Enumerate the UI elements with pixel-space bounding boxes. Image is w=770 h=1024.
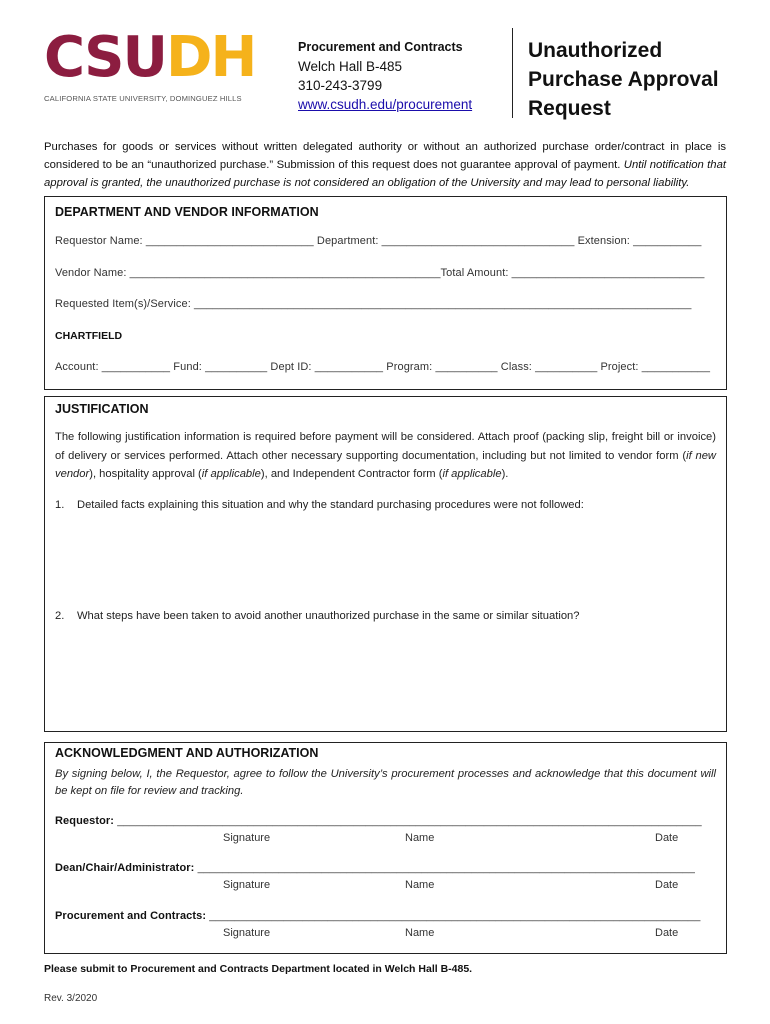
justification-title: JUSTIFICATION — [55, 402, 149, 416]
question-1: Detailed facts explaining this situation and why the standard purchasing procedures were not followed: — [77, 499, 584, 511]
procurement-signature-label: Signature — [223, 927, 271, 939]
intro-italic: Until notification that approval is granted, the unauthorized purchase is not considered an obligation of the University and may lead to personal liability. — [44, 159, 726, 189]
acknowledgment-section — [44, 742, 727, 954]
logo-wordmark — [44, 25, 256, 90]
logo-csu: CSU — [44, 25, 166, 90]
requestor-signature-label: Signature — [223, 832, 271, 844]
requested-items-field[interactable]: Requested Item(s)/Service: ________________________________________________________________________________ — [55, 298, 692, 310]
contact-address: Welch Hall B-485 — [298, 59, 403, 74]
header-divider — [512, 28, 513, 118]
requestor-name-label: Name — [405, 832, 435, 844]
justification-instructions: The following justification information is required before payment will be considered. Attach proof (packing slip, freight bill or invoice) of delivery or services performed. Attach other necessary supporting documentation, including but not limited to vendor form (if new vendor), hospitality approval (if applicable), and Independent Contractor form (if applicable). — [55, 431, 716, 480]
dean-name-label: Name — [405, 879, 435, 891]
procurement-signature-line[interactable]: Procurement and Contracts: _______________________________________________________________________________ — [55, 910, 701, 922]
requestor-date-label: Date — [655, 832, 679, 844]
chartfield-fields[interactable]: Account: ___________ Fund: __________ Dept ID: ___________ Program: __________ Class: __________ Project: ___________ — [55, 361, 711, 373]
csudh-logo — [44, 25, 256, 110]
vendor-amount-fields[interactable]: Vendor Name: __________________________________________________Total Amount: _______________________________ — [55, 267, 705, 279]
question-1-answer-area[interactable] — [77, 517, 707, 605]
dean-signature-label: Signature — [223, 879, 271, 891]
procurement-name-label: Name — [405, 927, 435, 939]
question-2: What steps have been taken to avoid another unauthorized purchase in the same or similar situation? — [77, 610, 580, 622]
requestor-signature-line[interactable]: Requestor: ______________________________________________________________________________________________ — [55, 815, 702, 827]
question-2-number: 2. — [55, 610, 65, 622]
question-1-number: 1. — [55, 499, 65, 511]
submission-note: Please submit to Procurement and Contracts Department located in Welch Hall B-485. — [44, 963, 473, 975]
revision-label: Rev. 3/2020 — [44, 993, 98, 1004]
logo-dh: DH — [165, 25, 256, 90]
procurement-link[interactable]: www.csudh.edu/procurement — [298, 97, 473, 112]
ack-title: ACKNOWLEDGMENT AND AUTHORIZATION — [55, 746, 319, 760]
contact-dept: Procurement and Contracts — [298, 40, 463, 54]
form-title — [528, 36, 719, 123]
intro-text: Purchases for goods or services without written delegated authority or without an authorized purchase order/contract in place is considered to be an “unauthorized purchase.” Submission of this request does not guarantee approval of payment. — [44, 141, 726, 171]
question-2-answer-area[interactable] — [77, 629, 707, 724]
dept-vendor-section — [44, 196, 727, 390]
intro-paragraph — [44, 138, 726, 192]
title-line-1: Unauthorized — [528, 39, 663, 62]
title-line-2: Purchase Approval — [528, 68, 719, 91]
procurement-date-label: Date — [655, 927, 679, 939]
contact-phone: 310-243-3799 — [298, 78, 383, 93]
dept-section-title: DEPARTMENT AND VENDOR INFORMATION — [55, 205, 319, 219]
chartfield-label: CHARTFIELD — [55, 330, 123, 342]
dean-signature-line[interactable]: Dean/Chair/Administrator: ________________________________________________________________________________ — [55, 862, 695, 874]
justification-section — [44, 396, 727, 732]
ack-text: By signing below, I, the Requestor, agree to follow the University’s procurement processes and acknowledge that this document will be kept on file for review and tracking. — [55, 768, 716, 797]
title-line-3: Request — [528, 97, 611, 120]
dean-date-label: Date — [655, 879, 679, 891]
logo-subtitle: CALIFORNIA STATE UNIVERSITY, DOMINGUEZ HILLS — [44, 94, 242, 103]
contact-block — [298, 38, 472, 114]
requestor-dept-extension-fields[interactable]: Requestor Name: ___________________________ Department: _______________________________ Extension: ___________ — [55, 235, 702, 247]
